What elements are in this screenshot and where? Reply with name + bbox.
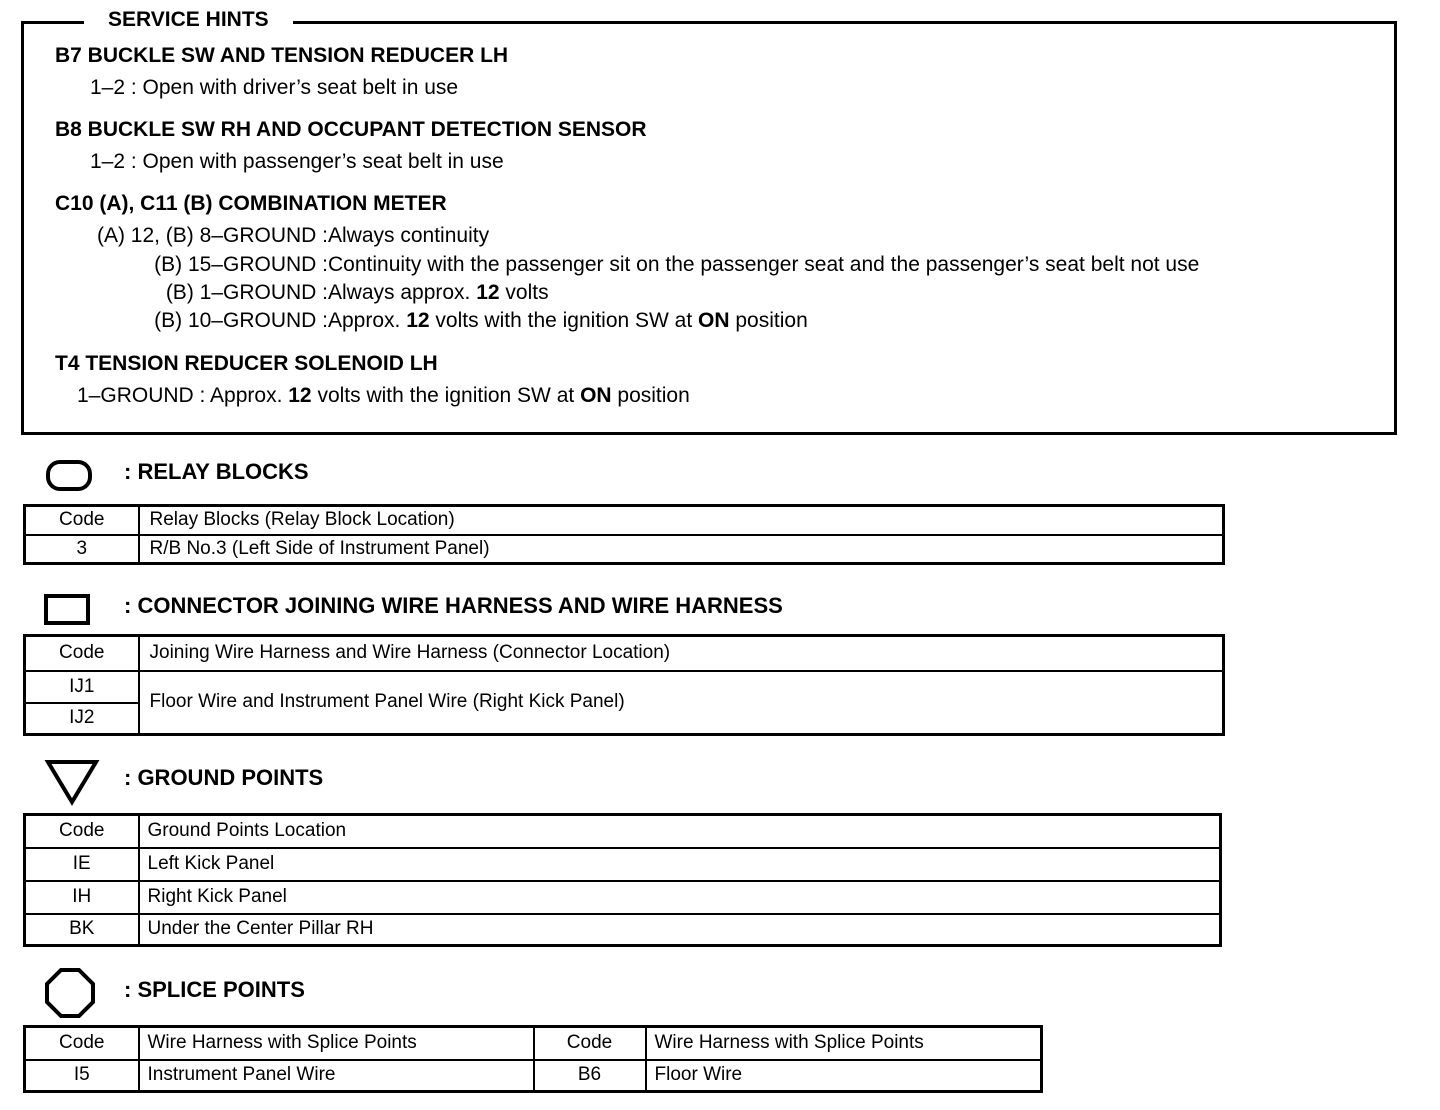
splice-points-table bbox=[23, 1025, 1043, 1093]
header-code: Code bbox=[25, 815, 139, 848]
c10-row-2-label: (B) 15–GROUND : bbox=[154, 253, 328, 276]
cell-code: BK bbox=[25, 914, 139, 946]
c10-row-3-label: (B) 1–GROUND : bbox=[165, 281, 328, 304]
rounded-rectangle-icon bbox=[46, 460, 92, 492]
c10-row-4-label: (B) 10–GROUND : bbox=[154, 309, 328, 332]
table-row bbox=[25, 1060, 1042, 1092]
header-code: Code bbox=[25, 636, 139, 671]
cell-code-1: I5 bbox=[25, 1060, 139, 1092]
relay-blocks-table bbox=[23, 504, 1225, 565]
header-code-1: Code bbox=[25, 1027, 139, 1060]
cell-desc-2: Floor Wire bbox=[646, 1060, 1042, 1092]
table-row bbox=[25, 535, 1224, 564]
table-row bbox=[25, 881, 1221, 914]
cell-desc: Floor Wire and Instrument Panel Wire (Right Kick Panel) bbox=[139, 671, 1224, 735]
header-desc-1: Wire Harness with Splice Points bbox=[139, 1027, 534, 1060]
b8-heading: B8 BUCKLE SW RH AND OCCUPANT DETECTION SENSOR bbox=[55, 118, 647, 141]
t4-heading: T4 TENSION REDUCER SOLENOID LH bbox=[55, 352, 438, 375]
table-header-row bbox=[25, 636, 1224, 671]
header-desc: Joining Wire Harness and Wire Harness (Connector Location) bbox=[139, 636, 1224, 671]
cell-desc: Left Kick Panel bbox=[139, 848, 1221, 881]
c10-heading: C10 (A), C11 (B) COMBINATION METER bbox=[55, 192, 447, 215]
splice-points-title: : SPLICE POINTS bbox=[124, 977, 305, 1002]
c10-row-2-desc: Continuity with the passenger sit on the passenger seat and the passenger’s seat belt not use bbox=[328, 253, 1200, 276]
b7-line: 1–2 : Open with driver’s seat belt in use bbox=[90, 76, 459, 99]
cell-code: IJ1 bbox=[25, 671, 139, 703]
cell-desc: Right Kick Panel bbox=[139, 881, 1221, 914]
cell-code-2: B6 bbox=[534, 1060, 646, 1092]
cell-desc: Under the Center Pillar RH bbox=[139, 914, 1221, 946]
table-row bbox=[25, 914, 1221, 946]
header-code-2: Code bbox=[534, 1027, 646, 1060]
c10-row-1-desc: Always continuity bbox=[328, 224, 490, 247]
connectors-title: : CONNECTOR JOINING WIRE HARNESS AND WIRE HARNESS bbox=[124, 593, 783, 618]
b7-heading: B7 BUCKLE SW AND TENSION REDUCER LH bbox=[55, 44, 509, 67]
table-row bbox=[25, 848, 1221, 881]
table-header-row bbox=[25, 1027, 1042, 1060]
c10-row-1-label: (A) 12, (B) 8–GROUND : bbox=[96, 224, 328, 247]
cell-code: 3 bbox=[25, 535, 139, 564]
b8-line: 1–2 : Open with passenger’s seat belt in use bbox=[90, 150, 504, 173]
c10-row-4-desc: Approx. 12 volts with the ignition SW at ON position bbox=[328, 309, 808, 332]
header-desc: Relay Blocks (Relay Block Location) bbox=[139, 506, 1224, 535]
cell-desc-1: Instrument Panel Wire bbox=[139, 1060, 534, 1092]
service-hints-title: SERVICE HINTS bbox=[84, 6, 293, 34]
header-desc-2: Wire Harness with Splice Points bbox=[646, 1027, 1042, 1060]
relay-blocks-title: : RELAY BLOCKS bbox=[124, 459, 309, 484]
table-row bbox=[25, 671, 1224, 703]
rectangle-icon bbox=[44, 594, 90, 626]
table-header-row bbox=[25, 815, 1221, 848]
header-code: Code bbox=[25, 506, 139, 535]
c10-row-3-desc: Always approx. 12 volts bbox=[328, 281, 549, 304]
table-header-row bbox=[25, 506, 1224, 535]
ground-points-title: : GROUND POINTS bbox=[124, 765, 324, 790]
cell-code: IH bbox=[25, 881, 139, 914]
cell-code: IJ2 bbox=[25, 703, 139, 735]
cell-code: IE bbox=[25, 848, 139, 881]
ground-points-table bbox=[23, 813, 1222, 947]
cell-desc: R/B No.3 (Left Side of Instrument Panel) bbox=[139, 535, 1224, 564]
connectors-table bbox=[23, 634, 1225, 736]
t4-line: 1–GROUND : Approx. 12 volts with the ignition SW at ON position bbox=[77, 384, 690, 407]
down-triangle-icon bbox=[44, 758, 100, 806]
octagon-icon bbox=[44, 967, 96, 1019]
header-desc: Ground Points Location bbox=[139, 815, 1221, 848]
